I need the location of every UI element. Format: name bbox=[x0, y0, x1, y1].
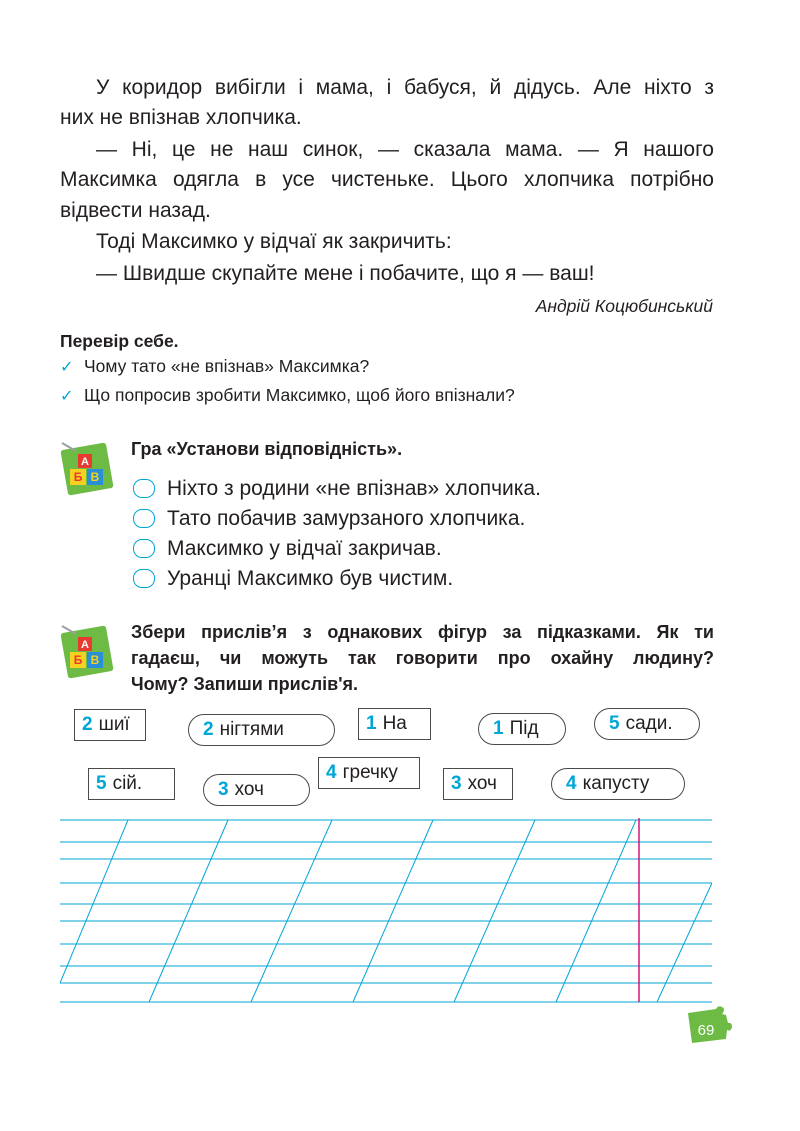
chip-number: 4 bbox=[566, 773, 577, 794]
chip-word: На bbox=[382, 713, 407, 734]
block-letter: Б bbox=[73, 653, 83, 667]
story-line: У коридор вибігли і мама, і бабуся, й дідусь. Але ніхто з bbox=[96, 76, 714, 99]
story-line: Тоді Максимко у відчаї як закричить: bbox=[96, 230, 452, 253]
word-chip[interactable] bbox=[478, 713, 566, 745]
chip-number: 5 bbox=[609, 713, 620, 734]
abc-blocks-icon bbox=[60, 440, 116, 498]
chip-number: 4 bbox=[326, 762, 337, 783]
option-checkbox[interactable] bbox=[133, 539, 155, 558]
option-text: Уранці Максимко був чистим. bbox=[167, 567, 454, 590]
option-checkbox[interactable] bbox=[133, 479, 155, 498]
story-line: — Швидше скупайте мене і побачите, що я — ваш! bbox=[96, 262, 595, 285]
chip-word: сади. bbox=[625, 713, 673, 734]
author: Андрій Коцюбинський bbox=[535, 296, 713, 316]
word-chip[interactable] bbox=[358, 708, 431, 740]
story-line: відвести назад. bbox=[60, 199, 211, 222]
block-letter: Б bbox=[73, 470, 83, 484]
chip-word: хоч bbox=[234, 779, 264, 800]
chip-number: 1 bbox=[366, 713, 377, 734]
option-text: Максимко у відчаї закричав. bbox=[167, 537, 442, 560]
page-number: 69 bbox=[697, 1022, 715, 1039]
chip-number: 2 bbox=[82, 714, 93, 735]
match-option bbox=[133, 537, 442, 561]
chip-number: 1 bbox=[493, 718, 504, 739]
word-chip[interactable] bbox=[188, 714, 335, 746]
check-title: Перевір себе. bbox=[60, 331, 179, 351]
chip-word: Під bbox=[509, 718, 539, 739]
chip-number: 5 bbox=[96, 773, 107, 794]
option-checkbox[interactable] bbox=[133, 569, 155, 588]
option-checkbox[interactable] bbox=[133, 509, 155, 528]
word-chip[interactable] bbox=[88, 768, 175, 800]
match-option bbox=[133, 507, 525, 531]
checkmark-icon: ✓ bbox=[60, 388, 74, 405]
word-chip[interactable] bbox=[203, 774, 310, 806]
game-title: Гра «Установи відповідність». bbox=[131, 439, 403, 459]
proverb-title-line: Чому? Запиши прислів'я. bbox=[131, 674, 359, 694]
checkmark-icon: ✓ bbox=[60, 359, 74, 376]
story-line: Максимка одягла в усе чистеньке. Цього хлопчика потрібно bbox=[60, 168, 714, 191]
chip-word: сій. bbox=[112, 773, 143, 794]
story-line: — Ні, це не наш синок, — сказала мама. — Я нашого bbox=[96, 138, 714, 161]
block-letter: А bbox=[81, 639, 89, 651]
chip-word: гречку bbox=[342, 762, 398, 783]
chip-number: 2 bbox=[203, 719, 214, 740]
proverb-title-line: Збери прислів’я з однакових фігур за підказками. Як ти bbox=[131, 622, 714, 642]
story-line: них не впізнав хлопчика. bbox=[60, 106, 302, 129]
block-letter: А bbox=[81, 456, 89, 468]
option-text: Тато побачив замурзаного хлопчика. bbox=[167, 507, 526, 530]
block-letter: В bbox=[90, 470, 100, 484]
match-option bbox=[133, 567, 453, 591]
proverb-title-line: гадаєш, чи можуть так говорити про охайну людину? bbox=[131, 648, 714, 668]
word-chip[interactable] bbox=[443, 768, 513, 800]
chip-number: 3 bbox=[451, 773, 462, 794]
word-chip[interactable] bbox=[318, 757, 420, 789]
chip-word: шиї bbox=[98, 714, 130, 735]
word-chip[interactable] bbox=[594, 708, 700, 740]
word-chip[interactable] bbox=[551, 768, 685, 800]
puzzle-page-icon bbox=[686, 1005, 732, 1045]
word-chip[interactable] bbox=[74, 709, 146, 741]
writing-lines[interactable] bbox=[60, 812, 712, 1004]
chip-word: нігтями bbox=[219, 719, 284, 740]
block-letter: В bbox=[90, 653, 100, 667]
chip-number: 3 bbox=[218, 779, 229, 800]
question-text: Що попросив зробити Максимко, щоб його впізнали? bbox=[84, 385, 515, 405]
abc-blocks-icon bbox=[60, 623, 116, 681]
option-text: Ніхто з родини «не впізнав» хлопчика. bbox=[167, 477, 541, 500]
match-option bbox=[133, 477, 541, 501]
question-item bbox=[60, 356, 369, 377]
chip-word: хоч bbox=[467, 773, 497, 794]
question-item bbox=[60, 385, 515, 406]
chip-word: капусту bbox=[582, 773, 650, 794]
question-text: Чому тато «не впізнав» Максимка? bbox=[84, 356, 370, 376]
